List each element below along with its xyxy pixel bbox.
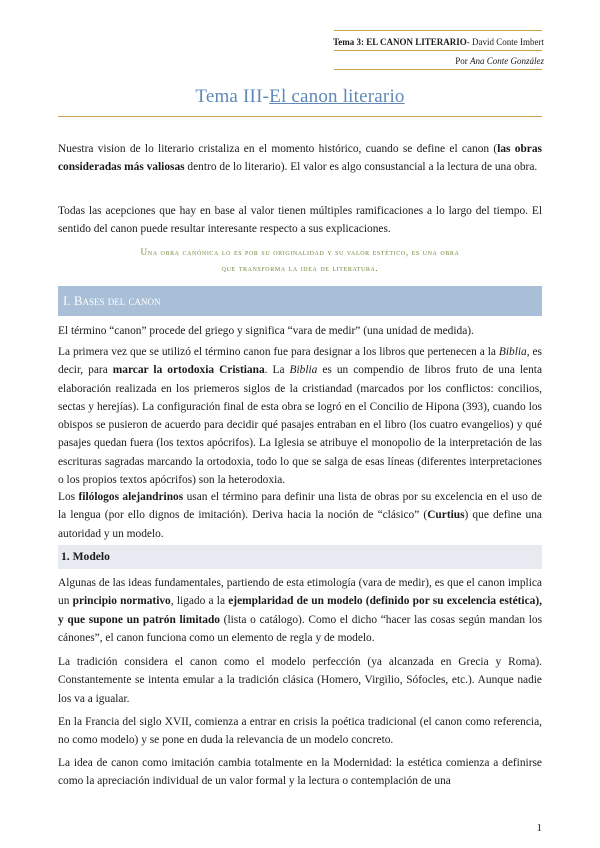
section1-paragraph-3: [58, 488, 542, 543]
section-heading-label: I. Bases del canon: [63, 293, 161, 308]
text-run: . La: [264, 364, 290, 377]
header-course-line: [333, 37, 544, 47]
section2-paragraph-2: La tradición considera el canon como el modelo perfección (ya alcanzada en Grecia y Roma). Constantemente se intenta emular a la tradición clásica (Homero, Virgilio, Sófocles, etc.). Aunque nadie los va a igualar.: [58, 656, 542, 705]
highlight-quote: [58, 244, 542, 276]
text-run: , es decir, para: [58, 346, 542, 377]
header-author-name: Ana Conte González: [470, 56, 544, 66]
text-run: Algunas de las ideas fundamentales, partiendo de esta etimología (vara de medir), es que el canon implica un: [58, 577, 542, 608]
section2-paragraph-3: En la Francia del siglo XVII, comienza a entrar en crisis la poética tradicional (el canon como referencia, no como modelo) y se pone en duda la relevancia de un modelo concreto.: [58, 716, 542, 747]
text-run: La primera vez que se utilizó el término canon fue para designar a los libros que pertenecen a la: [58, 346, 499, 358]
intro-paragraph-1: [58, 140, 542, 177]
bold-run: las obras consideradas más valiosas: [58, 143, 542, 174]
header-top-rule: [334, 30, 542, 31]
intro-paragraph-2: Todas las acepciones que hay en base al valor tienen múltiples ramificaciones a lo largo del tiempo. El sentido del canon puede resultar interesante respecto a sus explicaciones.: [58, 205, 542, 236]
text-run: , ligado a la: [170, 595, 229, 608]
bold-run: marcar la ortodoxia Cristiana: [112, 364, 265, 377]
text-run: ) que define una autoridad y un modelo.: [58, 509, 542, 540]
header-bottom-rule: [334, 69, 542, 70]
title-rule: [58, 116, 542, 117]
section2-paragraph-4: La idea de canon como imitación cambia totalmente en la Modernidad: la estética comienza a definirse como la apreciación individual de un valor formal y la lectura o contemplación de una: [58, 757, 542, 788]
header-author-label: Por: [455, 56, 468, 66]
text-run: dentro de lo literario). El valor es algo consustancial a la lectura de una obra.: [184, 161, 538, 174]
section1-paragraph-2: [58, 343, 542, 489]
header-professor: - David Conte Imbert: [466, 37, 544, 47]
header-course-title: Tema 3: EL CANON LITERARIO: [333, 37, 467, 47]
text-run: es un compendio de libros fruto de una lenta elaboración realizada en los priemeros siglos de la cristiandad (marcados por los conflictos: concilios, sectas y herejías). La configuración final de esta obra se logró en el Concilio de Hipona (393), cuando los obispos se pusieron de acuerdo para decidir qué pasajes entraban en el libro (los cuatro evangelios) y qué pasajes quedan fuera (los textos apócrifos). La Iglesia se atribuye el monopolio de la interpretación de las escrituras sagradas marcando la ortodoxia, todo lo que se salga de esas líneas (diferentes interpretaciones o los propios textos apócrifos) son la heterodoxia.: [58, 364, 543, 487]
title-underlined: El canon literario: [269, 86, 405, 107]
text-run: Los: [58, 491, 79, 503]
italic-run: Biblia: [498, 346, 527, 358]
title-prefix: Tema III-: [195, 86, 270, 107]
bold-run: principio normativo: [72, 595, 171, 608]
header-mid-rule: [334, 50, 542, 51]
subsection-heading-modelo: 1. Modelo: [58, 545, 542, 569]
page-number: 1: [536, 822, 542, 834]
section1-paragraph-1: El término “canon” procede del griego y significa “vara de medir” (una unidad de medida).: [58, 325, 474, 337]
bold-run: ejemplaridad de un modelo (definido por su excelencia estética), y que supone un patrón limitado: [58, 595, 542, 626]
quote-line-1: Una obra canónica lo es por su originalidad y su valor estético, es una obra: [140, 247, 460, 257]
quote-line-2: que transforma la idea de literatura.: [221, 263, 379, 273]
bold-run: Curtius: [427, 509, 465, 522]
section-heading-bases: [58, 286, 542, 316]
section2-paragraph-1: [58, 574, 542, 647]
text-run: (lista o catálogo). Como el dicho “hacer las cosas según mandan los cánones”, el canon funciona como un elemento de regla y de modelo.: [58, 613, 543, 644]
bold-run: filólogos alejandrinos: [78, 491, 184, 503]
page-title: [0, 86, 600, 108]
text-run: usan el término para definir una lista de obras por su excelencia en el uso de la lengua (por ello dignos de imitación). Deriva hacia la noción de “clásico” (: [58, 491, 542, 522]
header-author-line: [455, 56, 544, 66]
text-run: Nuestra vision de lo literario cristaliza en el momento histórico, cuando se define el canon (: [58, 143, 498, 155]
italic-run: Biblia: [289, 364, 318, 377]
